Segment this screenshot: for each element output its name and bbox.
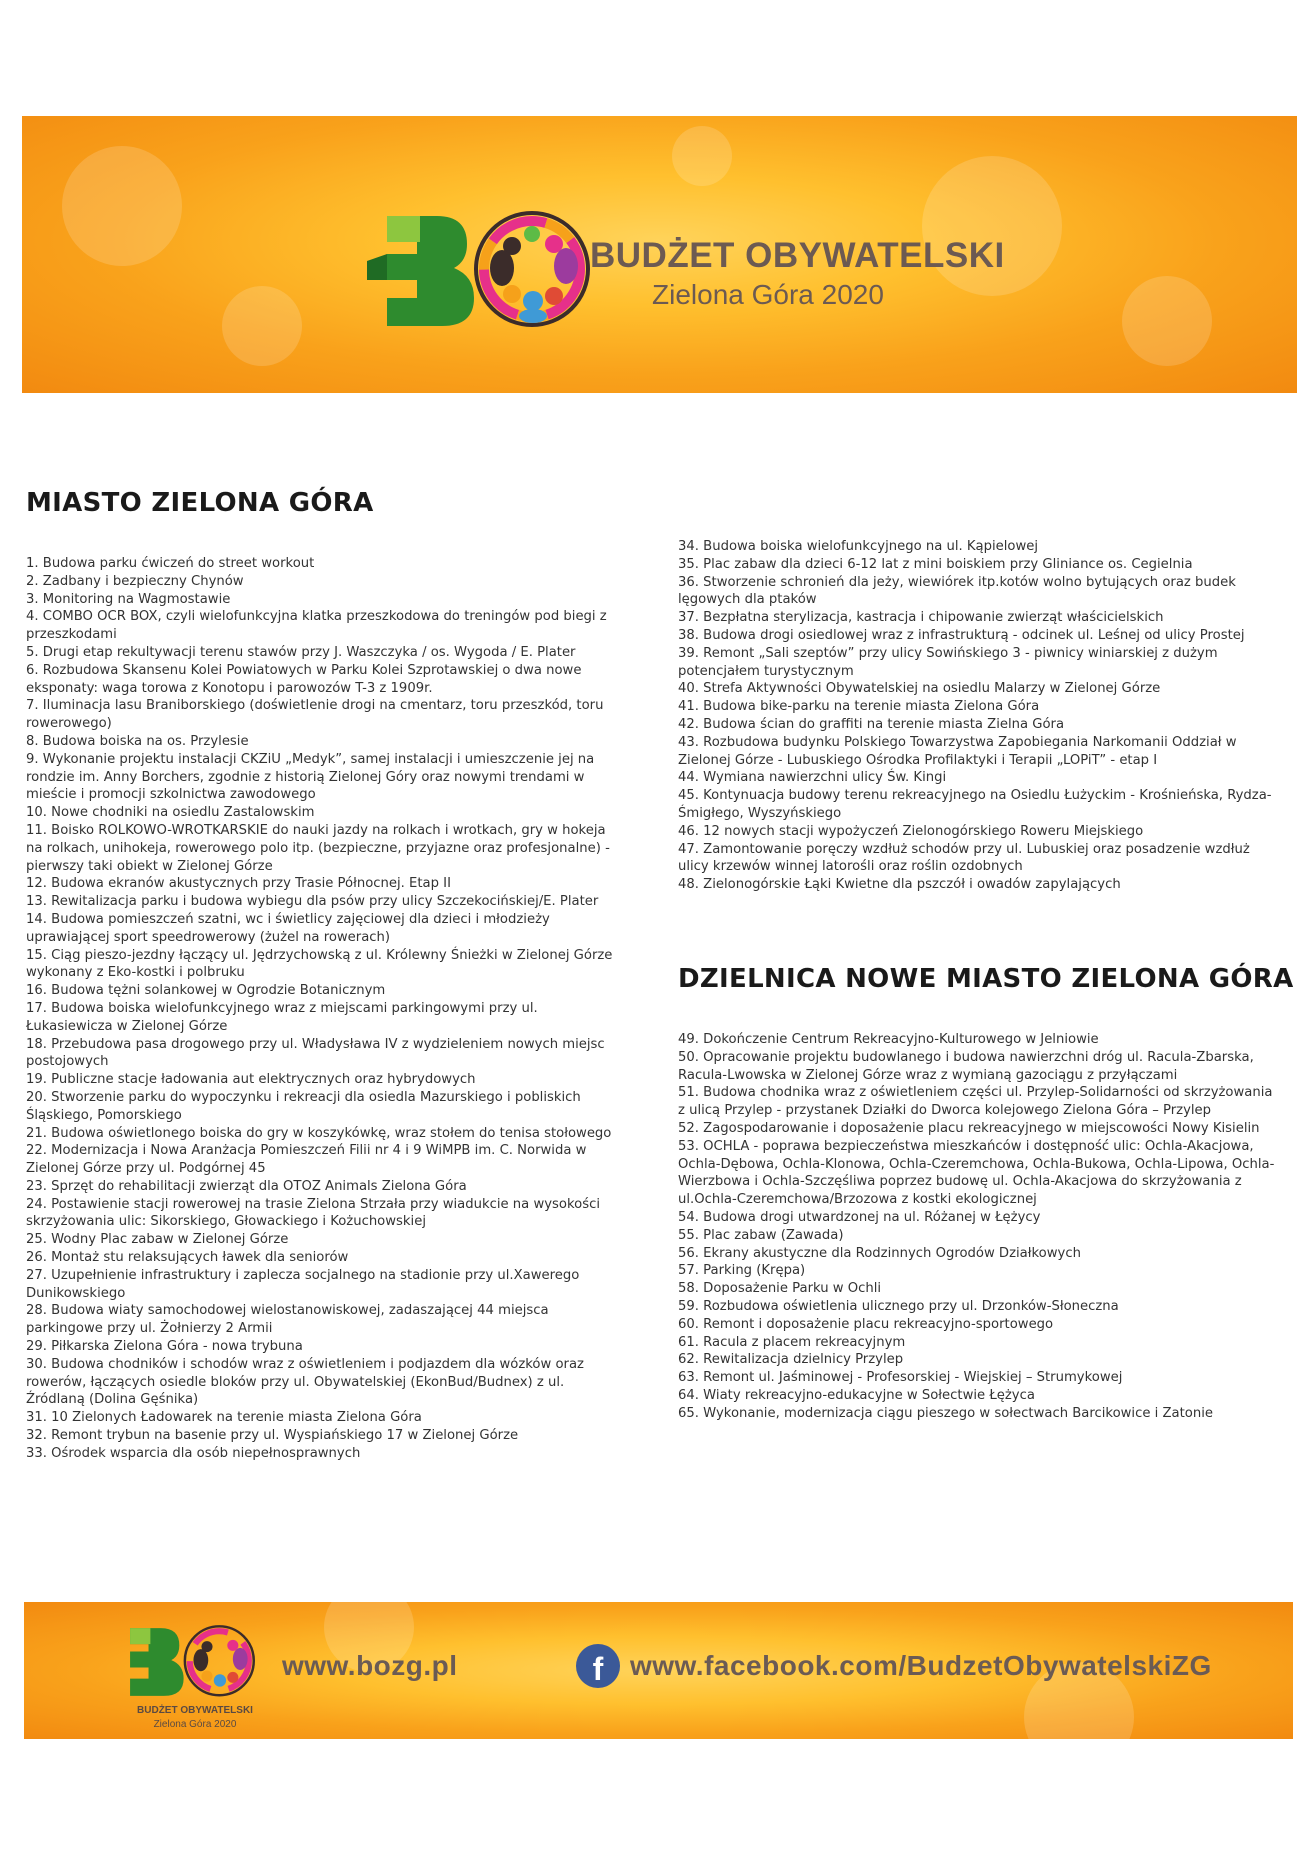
header-banner (22, 116, 1297, 393)
list-item: 1. Budowa parku ćwiczeń do street workout (26, 556, 315, 571)
list-item: 43. Rozbudowa budynku Polskiego Towarzystwa Zapobiegania Narkomanii Oddział w Zielonej Górze - Lubuskiego Ośrodka Profilaktyki i Terapii „LOPiT” - etap I (678, 734, 1237, 768)
footer-banner (24, 1602, 1293, 1739)
list-item: 31. 10 Zielonych Ładowarek na terenie miasta Zielona Góra (26, 1410, 422, 1426)
project-list-left (26, 555, 626, 1463)
list-item: 13. Rewitalizacja parku i budowa wybiegu dla psów przy ulicy Szczekocińskiej/E. Plater (26, 894, 599, 910)
footer-brand-title: BUDŻET OBYWATELSKI (137, 1705, 253, 1716)
project-list-nowe-miasto (678, 1031, 1278, 1423)
list-item: 47. Zamontowanie poręczy wzdłuż schodów przy ul. Lubuskiej oraz posadzenie wzdłuż ulicy krzewów winnej latorośli oraz roślin ozdobnych (678, 841, 1250, 875)
list-item: 65. Wykonanie, modernizacja ciągu pieszego w sołectwach Barcikowice i Zatonie (678, 1405, 1214, 1421)
list-item: 20. Stworzenie parku do wypoczynku i rekreacji dla osiedla Mazurskiego i pobliskich Śląskiego, Pomorskiego (26, 1089, 581, 1123)
list-item: 57. Parking (Krępa) (678, 1263, 806, 1279)
list-item: 22. Modernizacja i Nowa Aranżacja Pomieszczeń Filii nr 4 i 9 WiMPB im. C. Norwida w Zielonej Górze przy ul. Podgórnej 45 (26, 1143, 587, 1177)
list-item: 56. Ekrany akustyczne dla Rodzinnych Ogrodów Działkowych (678, 1245, 1081, 1261)
footer-brand-subtitle: Zielona Góra 2020 (153, 1719, 237, 1730)
list-item: 32. Remont trybun na basenie przy ul. Wyspiańskiego 17 w Zielonej Górze (26, 1428, 519, 1444)
list-item: 7. Iluminacja lasu Braniborskiego (doświetlenie drogi na cmentarz, toru przeszkód, toru rowerowego) (26, 698, 604, 732)
list-item: 46. 12 nowych stacji wypożyczeń Zielonogórskiego Roweru Miejskiego (678, 823, 1144, 839)
website-link[interactable]: www.bozg.pl (282, 1650, 458, 1681)
list-item: 35. Plac zabaw dla dzieci 6-12 lat z mini boiskiem przy Gliniance os. Cegielnia (678, 556, 1193, 572)
bokeh-decoration (62, 146, 182, 266)
list-item: 54. Budowa drogi utwardzonej na ul. Różanej w Łężycy (678, 1209, 1041, 1225)
list-item: 10. Nowe chodniki na osiedlu Zastalowskim (26, 805, 315, 821)
footer-bo-logo-icon (112, 1622, 262, 1702)
list-item: 24. Postawienie stacji rowerowej na trasie Zielona Strzała przy wiadukcie na wysokości skrzyżowania ulic: Sikorskiego, Głowackiego i Kożuchowskiej (26, 1196, 600, 1230)
list-item: 9. Wykonanie projektu instalacji CKZiU „Medyk”, samej instalacji i umieszczenie jej na rondzie im. Anny Borchers, zgodnie z historią Zielonej Góry oraz nowymi trendami w mieście i promocji szkolnictwa zawodowego (26, 751, 595, 803)
list-item: 28. Budowa wiaty samochodowej wielostanowiskowej, zadaszającej 44 miejsca parkingowe przy ul. Żołnierzy 2 Armii (26, 1303, 549, 1337)
list-item: 2. Zadbany i bezpieczny Chynów (26, 573, 244, 589)
bo-logo-icon (362, 206, 597, 336)
list-item: 61. Racula z placem rekreacyjnym (678, 1334, 906, 1350)
list-item: 45. Kontynuacja budowy terenu rekreacyjnego na Osiedlu Łużyckim - Krośnieńska, Rydza-Śmigłego, Wyszyńskiego (678, 788, 1272, 821)
facebook-link[interactable]: www.facebook.com/BudzetObywatelskiZG (630, 1650, 1212, 1681)
list-item: 58. Doposażenie Parku w Ochli (678, 1281, 882, 1297)
bokeh-decoration (222, 286, 302, 366)
list-item: 8. Budowa boiska na os. Przylesie (26, 733, 249, 749)
list-item: 5. Drugi etap rekultywacji terenu stawów przy J. Waszczyka / os. Wygoda / E. Plater (26, 644, 576, 660)
brand-subtitle: Zielona Góra 2020 (652, 279, 884, 310)
list-item: 15. Ciąg pieszo-jezdny łączący ul. Jędrzychowską z ul. Królewny Śnieżki w Zielonej Górze wykonany z Eko-kostki i polbruku (26, 947, 613, 981)
list-item: 33. Ośrodek wsparcia dla osób niepełnosprawnych (26, 1445, 361, 1461)
list-item: 53. OCHLA - poprawa bezpieczeństwa mieszkańców i dostępność ulic: Ochla-Akacjowa, Ochla-Dębowa, Ochla-Klonowa, Ochla-Czeremchowa, Ochla-Bukowa, Ochla-Lipowa, Ochla-Wierzbowa i Ochla-Szczęśliwa poprzez budowę ul. Ochla-Akacjowa do skrzyżowania z ul.Ochla-Czeremchowa/Brzozowa z kostki ekologicznej (678, 1138, 1275, 1208)
list-item: 27. Uzupełnienie infrastruktury i zaplecza socjalnego na stadionie przy ul.Xawerego Dunikowskiego (26, 1267, 580, 1301)
list-item: 44. Wymiana nawierzchni ulicy Św. Kingi (678, 770, 947, 786)
list-item: 64. Wiaty rekreacyjno-edukacyjne w Sołectwie Łężyca (678, 1387, 1035, 1403)
bokeh-decoration (1122, 276, 1212, 366)
list-item: 25. Wodny Plac zabaw w Zielonej Górze (26, 1232, 289, 1248)
list-item: 51. Budowa chodnika wraz z oświetleniem części ul. Przylep-Solidarności od skrzyżowania z ulicą Przylep - przystanek Działki do Dworca kolejowego Zielona Góra – Przylep (678, 1085, 1273, 1119)
list-item: 12. Budowa ekranów akustycznych przy Trasie Północnej. Etap II (26, 876, 451, 892)
list-item: 17. Budowa boiska wielofunkcyjnego wraz z miejscami parkingowymi przy ul. Łukasiewicza w Zielonej Górze (26, 1000, 538, 1034)
list-item: 49. Dokończenie Centrum Rekreacyjno-Kulturowego w Jelniowie (678, 1032, 1099, 1047)
section-title-nowe-miasto: DZIELNICA NOWE MIASTO ZIELONA GÓRA (678, 964, 1294, 994)
list-item: 16. Budowa tężni solankowej w Ogrodzie Botanicznym (26, 983, 386, 999)
list-item: 37. Bezpłatna sterylizacja, kastracja i chipowanie zwierząt właścicielskich (678, 610, 1164, 626)
list-item: 42. Budowa ścian do graffiti na terenie miasta Zielna Góra (678, 716, 1065, 732)
list-item: 6. Rozbudowa Skansenu Kolei Powiatowych w Parku Kolei Szprotawskiej o dwa nowe eksponaty: waga torowa z Konotopu i parowozów T-3 z 1909r. (26, 662, 582, 696)
list-item: 52. Zagospodarowanie i doposażenie placu rekreacyjnego w miejscowości Nowy Kisielin (678, 1120, 1260, 1136)
list-item: 63. Remont ul. Jaśminowej - Profesorskiej - Wiejskiej – Strumykowej (678, 1370, 1123, 1386)
list-item: 34. Budowa boiska wielofunkcyjnego na ul. Kąpielowej (678, 539, 1039, 554)
list-item: 18. Przebudowa pasa drogowego przy ul. Władysława IV z wydzieleniem nowych miejsc postojowych (26, 1036, 605, 1070)
section-title-miasto: MIASTO ZIELONA GÓRA (26, 488, 374, 518)
list-item: 14. Budowa pomieszczeń szatni, wc i świetlicy zajęciowej dla dzieci i młodzieży uprawiającej sport speedrowerowy (żużel na rowerach) (26, 911, 550, 945)
list-item: 38. Budowa drogi osiedlowej wraz z infrastrukturą - odcinek ul. Leśnej od ulicy Prostej (678, 627, 1245, 643)
project-list-right (678, 538, 1278, 894)
bokeh-decoration (672, 126, 732, 186)
list-item: 30. Budowa chodników i schodów wraz z oświetleniem i podjazdem dla wózków oraz rowerów, łączących osiedle bloków przy ul. Obywatelskiej (EkonBud/Budnex) z ul. Źródlaną (Dolina Gęśnika) (26, 1356, 584, 1408)
list-item: 39. Remont „Sali szeptów” przy ulicy Sowińskiego 3 - piwnicy winiarskiej z dużym potencjałem turystycznym (678, 645, 1218, 679)
list-item: 40. Strefa Aktywności Obywatelskiej na osiedlu Malarzy w Zielonej Górze (678, 681, 1161, 697)
list-item: 3. Monitoring na Wagmostawie (26, 591, 231, 607)
list-item: 50. Opracowanie projektu budowlanego i budowa nawierzchni dróg ul. Racula-Zbarska, Racula-Lwowska w Zielonej Górze wraz z wymianą gazociągu z przyłączami (678, 1049, 1254, 1083)
brand-title: BUDŻET OBYWATELSKI (590, 236, 1005, 275)
list-item: 62. Rewitalizacja dzielnicy Przylep (678, 1352, 904, 1368)
list-item: 21. Budowa oświetlonego boiska do gry w koszykówkę, wraz stołem do tenisa stołowego (26, 1125, 612, 1141)
list-item: 41. Budowa bike-parku na terenie miasta Zielona Góra (678, 699, 1040, 715)
list-item: 59. Rozbudowa oświetlenia ulicznego przy ul. Drzonków-Słoneczna (678, 1298, 1119, 1314)
list-item: 19. Publiczne stacje ładowania aut elektrycznych oraz hybrydowych (26, 1072, 476, 1088)
list-item: 36. Stworzenie schronień dla jeży, wiewiórek itp.kotów wolno bytujących oraz budek lęgowych dla ptaków (678, 574, 1236, 608)
list-item: 48. Zielonogórskie Łąki Kwietne dla pszczół i owadów zapylających (678, 877, 1121, 893)
list-item: 60. Remont i doposażenie placu rekreacyjno-sportowego (678, 1316, 1054, 1332)
list-item: 26. Montaż stu relaksujących ławek dla seniorów (26, 1250, 349, 1266)
list-item: 55. Plac zabaw (Zawada) (678, 1227, 844, 1243)
list-item: 11. Boisko ROLKOWO-WROTKARSKIE do nauki jazdy na rolkach i wrotkach, gry w hokeja na rolkach, unihokeja, rowerowego polo itp. (bezpieczne, przyjazne oraz profesjonalne) - pierwszy taki obiekt w Zielonej Górze (26, 822, 610, 874)
list-item: 4. COMBO OCR BOX, czyli wielofunkcyjna klatka przeszkodowa do treningów pod biegi z przeszkodami (26, 609, 607, 643)
facebook-icon[interactable]: f (576, 1644, 620, 1688)
list-item: 23. Sprzęt do rehabilitacji zwierząt dla OTOZ Animals Zielona Góra (26, 1178, 467, 1194)
list-item: 29. Piłkarska Zielona Góra - nowa trybuna (26, 1339, 303, 1355)
